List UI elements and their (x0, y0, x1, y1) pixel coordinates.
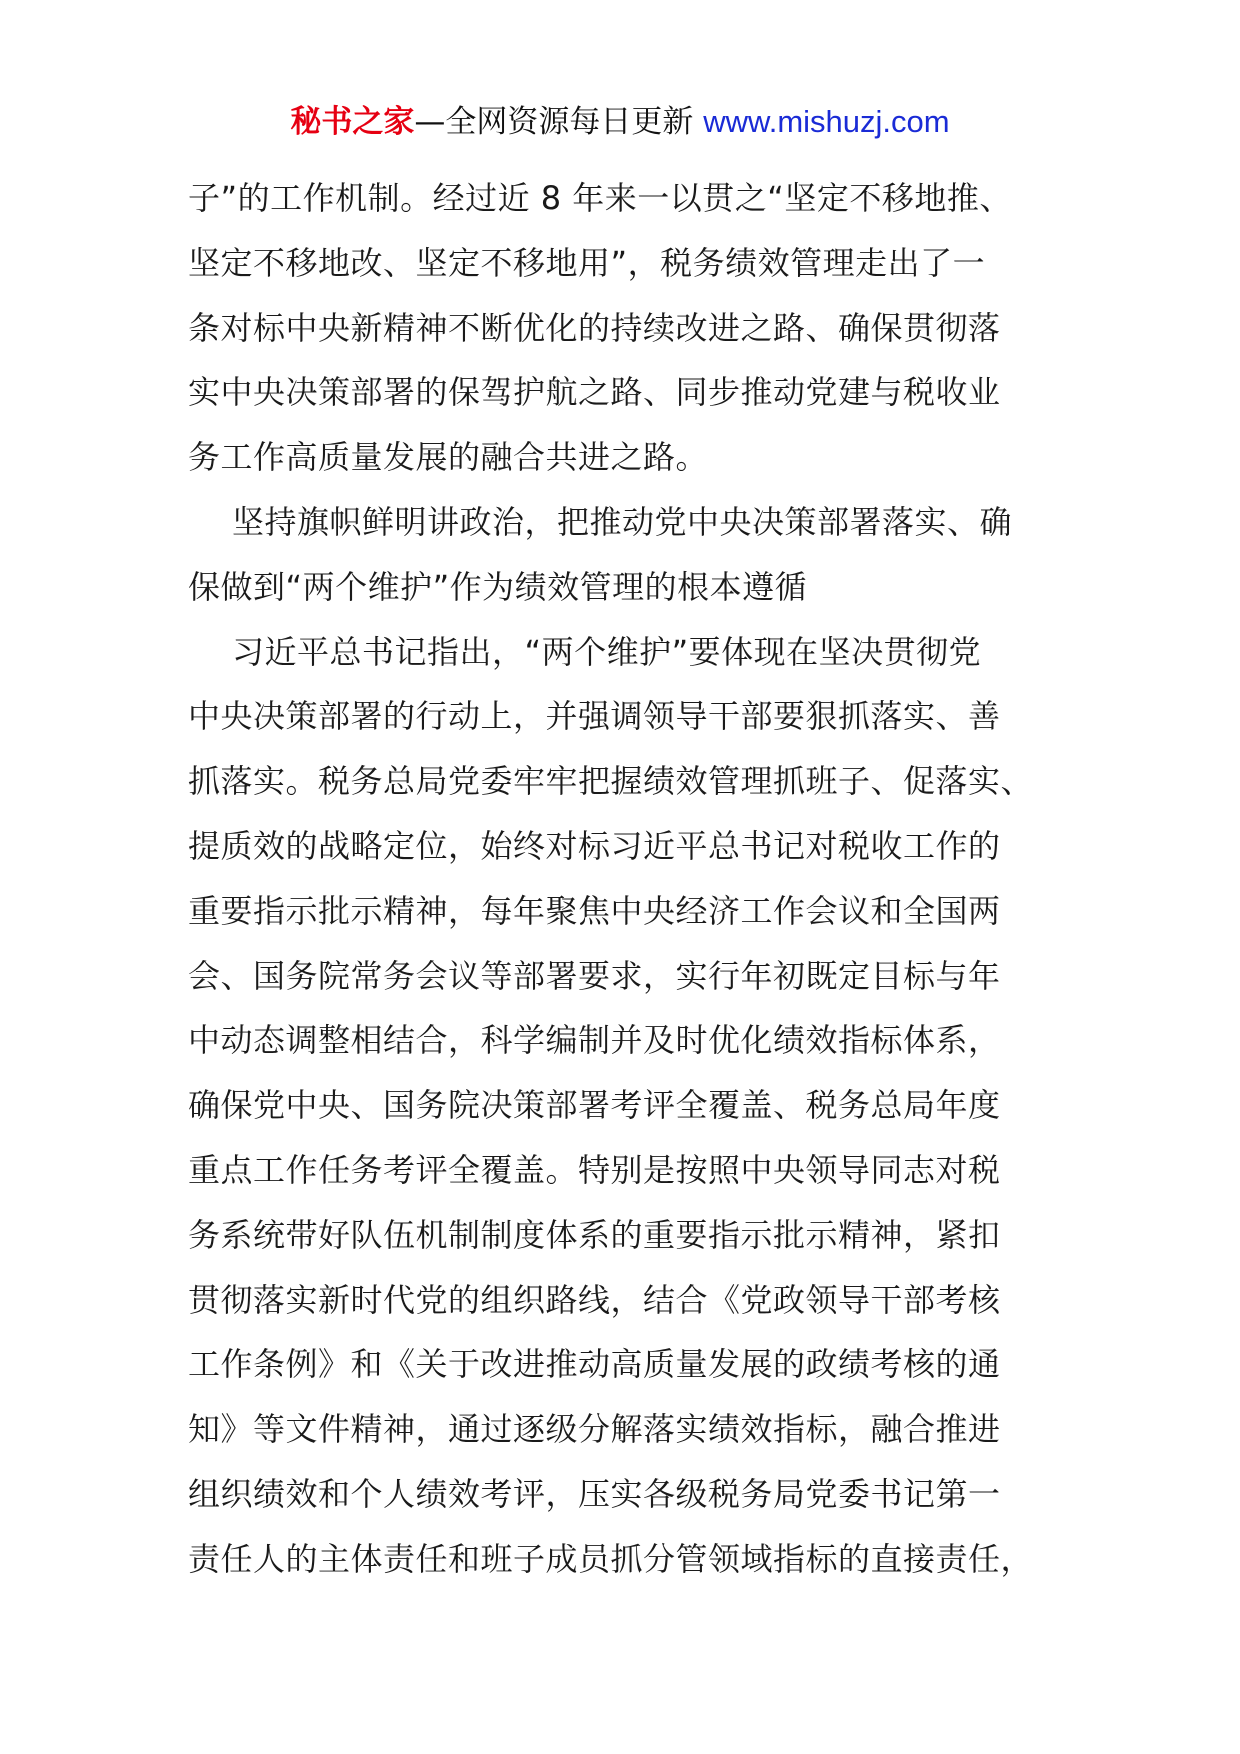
body-line: 务系统带好队伍机制制度体系的重要指示批示精神，紧扣 (188, 1215, 1001, 1254)
body-line: 条对标中央新精神不断优化的持续改进之路、确保贯彻落 (188, 308, 1001, 347)
section-heading-line: 保做到“两个维护”作为绩效管理的根本遵循 (188, 567, 808, 606)
body-line: 坚定不移地改、坚定不移地用”，税务绩效管理走出了一 (188, 243, 986, 282)
body-line: 重要指示批示精神，每年聚焦中央经济工作会议和全国两 (188, 891, 1001, 930)
site-url-link[interactable]: www.mishuzj.com (703, 104, 950, 139)
body-line: 提质效的战略定位，始终对标习近平总书记对税收工作的 (188, 826, 1001, 865)
body-line: 中动态调整相结合，科学编制并及时优化绩效指标体系， (188, 1021, 1001, 1060)
body-line: 知》等文件精神，通过逐级分解落实绩效指标，融合推进 (188, 1410, 1001, 1449)
body-line: 贯彻落实新时代党的组织路线，结合《党政领导干部考核 (188, 1280, 1001, 1319)
body-line: 工作条例》和《关于改进推动高质量发展的政绩考核的通 (188, 1345, 1001, 1384)
body-line: 组织绩效和个人绩效考评，压实各级税务局党委书记第一 (188, 1474, 1001, 1513)
body-line: 子”的工作机制。经过近 8 年来一以贯之“坚定不移地推、 (188, 179, 1012, 217)
header-tagline: —全网资源每日更新 (414, 104, 694, 140)
body-line: 确保党中央、国务院决策部署考评全覆盖、税务总局年度 (188, 1086, 1001, 1125)
section-heading-line: 坚持旗帜鲜明讲政治，把推动党中央决策部署落实、确 (232, 502, 1013, 541)
body-line: 抓落实。税务总局党委牢牢把握绩效管理抓班子、促落实、 (188, 762, 1034, 801)
document-body (188, 166, 1064, 1592)
body-line: 中央决策部署的行动上，并强调领导干部要狠抓落实、善 (188, 697, 1001, 736)
site-header (0, 102, 1240, 142)
body-line: 实中央决策部署的保驾护航之路、同步推动党建与税收业 (188, 373, 1001, 412)
body-line: 习近平总书记指出，“两个维护”要体现在坚决贯彻党 (232, 632, 982, 671)
body-line: 责任人的主体责任和班子成员抓分管领域指标的直接责任， (188, 1539, 1034, 1578)
body-line: 会、国务院常务会议等部署要求，实行年初既定目标与年 (188, 956, 1001, 995)
body-line: 务工作高质量发展的融合共进之路。 (188, 438, 709, 477)
body-line: 重点工作任务考评全覆盖。特别是按照中央领导同志对税 (188, 1150, 1001, 1189)
brand-name: 秘书之家 (290, 104, 415, 140)
